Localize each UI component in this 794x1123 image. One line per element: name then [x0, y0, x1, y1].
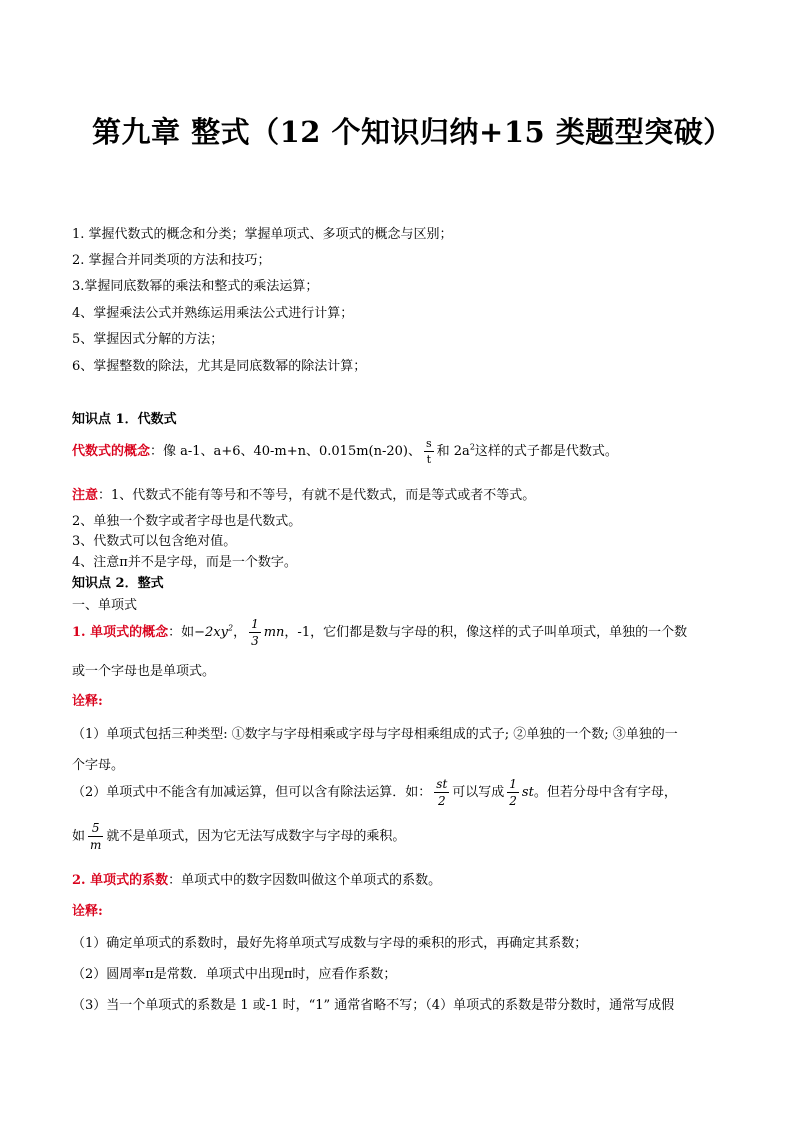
monomial-pre: ：如	[168, 625, 195, 640]
page-title: 第九章 整式（12 个知识归纳+15 类题型突破）	[92, 115, 733, 149]
section-heading-k1: 知识点 1．代数式	[72, 412, 177, 427]
monomial-mn: mn	[263, 625, 285, 640]
coef-note-1: （1）确定单项式的系数时，最好先将单项式写成数与字母的乘积的形式，再确定其系数；	[72, 936, 588, 951]
monomial-expr-sup: 2	[227, 623, 234, 633]
explain-2-st: st	[521, 785, 534, 800]
coefficient-label: 2. 单项式的系数	[72, 873, 169, 888]
explain-label-1: 诠释:	[72, 694, 103, 709]
explain-label-2: 诠释:	[72, 904, 103, 919]
concept-post: 这样的式子都是代数式。	[474, 444, 618, 459]
monomial-concept	[72, 618, 687, 647]
monomial-label: 1. 单项式的概念	[72, 625, 169, 640]
explain-2-mid: 可以写成	[452, 785, 505, 800]
objective-4: 4、掌握乘法公式并熟练运用乘法公式进行计算；	[72, 306, 354, 321]
explain-2-pre: （2）单项式中不能含有加减运算，但可以含有除法运算．如：	[72, 785, 432, 800]
explain-1-line-1: （1）单项式包括三种类型: ①数字与字母相乘或字母与字母相乘组成的式子; ②单独的一个数; ③单独的一	[72, 727, 678, 742]
subsection-monomial: 一、单项式	[72, 598, 138, 613]
frac-den: m	[90, 838, 102, 852]
explain-1-line-2: 个字母。	[72, 758, 125, 773]
fraction-one-half	[507, 778, 519, 807]
frac-num: s	[426, 437, 432, 450]
objective-6: 6、掌握整数的除法，尤其是同底数幂的除法计算；	[72, 359, 367, 374]
frac-num: 1	[509, 777, 517, 791]
frac-num: 1	[251, 617, 259, 631]
monomial-concept-line2: 或一个字母也是单项式。	[72, 664, 216, 679]
coef-note-3: （3）当一个单项式的系数是 1 或-1 时，“1” 通常省略不写；（4）单项式的系数是带分数时，通常写成假	[72, 998, 675, 1013]
coef-note-2: （2）圆周率π是常数．单项式中出现π时，应看作系数；	[72, 967, 397, 982]
frac-den: 3	[251, 634, 259, 648]
concept-algebraic-expression	[72, 438, 618, 465]
explain-2-line-2	[72, 822, 405, 851]
fraction-st-over-2	[434, 778, 449, 807]
frac-den: 2	[437, 794, 446, 808]
fraction-5-over-m	[88, 822, 103, 851]
fraction-s-over-t	[424, 438, 434, 465]
monomial-comma: ，	[233, 625, 247, 640]
note-line-4: 4、注意π并不是字母，而是一个数字。	[72, 555, 297, 570]
explain-2-line-1	[72, 778, 677, 807]
objective-3: 3.掌握同底数幂的乘法和整式的乘法运算；	[72, 279, 319, 294]
frac-num: st	[436, 777, 448, 791]
monomial-expr: −2xy	[194, 625, 228, 640]
coefficient-definition	[72, 869, 441, 888]
frac-num: 5	[88, 822, 103, 837]
note-label: 注意	[72, 488, 99, 503]
concept-mid: 和 2a	[436, 444, 470, 459]
frac-den: t	[426, 453, 432, 466]
concept-sup: 2	[469, 442, 475, 452]
concept-pre: ：像 a-1、a+6、40-m+n、0.015m(n-20)、	[150, 444, 421, 459]
note-1: ：1、代数式不能有等号和不等号，有就不是代数式，而是等式或者不等式。	[98, 488, 536, 503]
objective-1: 1. 掌握代数式的概念和分类；掌握单项式、多项式的概念与区别；	[72, 227, 453, 242]
explain-2-post: 。但若分母中含有字母，	[533, 785, 677, 800]
note-line-2: 2、单独一个数字或者字母也是代数式。	[72, 514, 302, 529]
monomial-post: ，-1，它们都是数与字母的积，像这样的式子叫单项式，单独的一个数	[284, 625, 688, 640]
coefficient-text: ：单项式中的数字因数叫做这个单项式的系数。	[168, 873, 442, 888]
note-line-3: 3、代数式可以包含绝对值。	[72, 534, 237, 549]
objective-5: 5、掌握因式分解的方法；	[72, 332, 224, 347]
explain-2-line2-post: 就不是单项式，因为它无法写成数字与字母的乘积。	[106, 829, 406, 844]
concept-label: 代数式的概念	[72, 444, 151, 459]
note-line-1	[72, 484, 535, 503]
section-heading-k2: 知识点 2．整式	[72, 576, 164, 591]
explain-2-line2-pre: 如	[72, 829, 86, 844]
frac-den: 2	[509, 794, 517, 808]
fraction-one-third	[249, 618, 261, 647]
objective-2: 2. 掌握合并同类项的方法和技巧；	[72, 253, 271, 268]
